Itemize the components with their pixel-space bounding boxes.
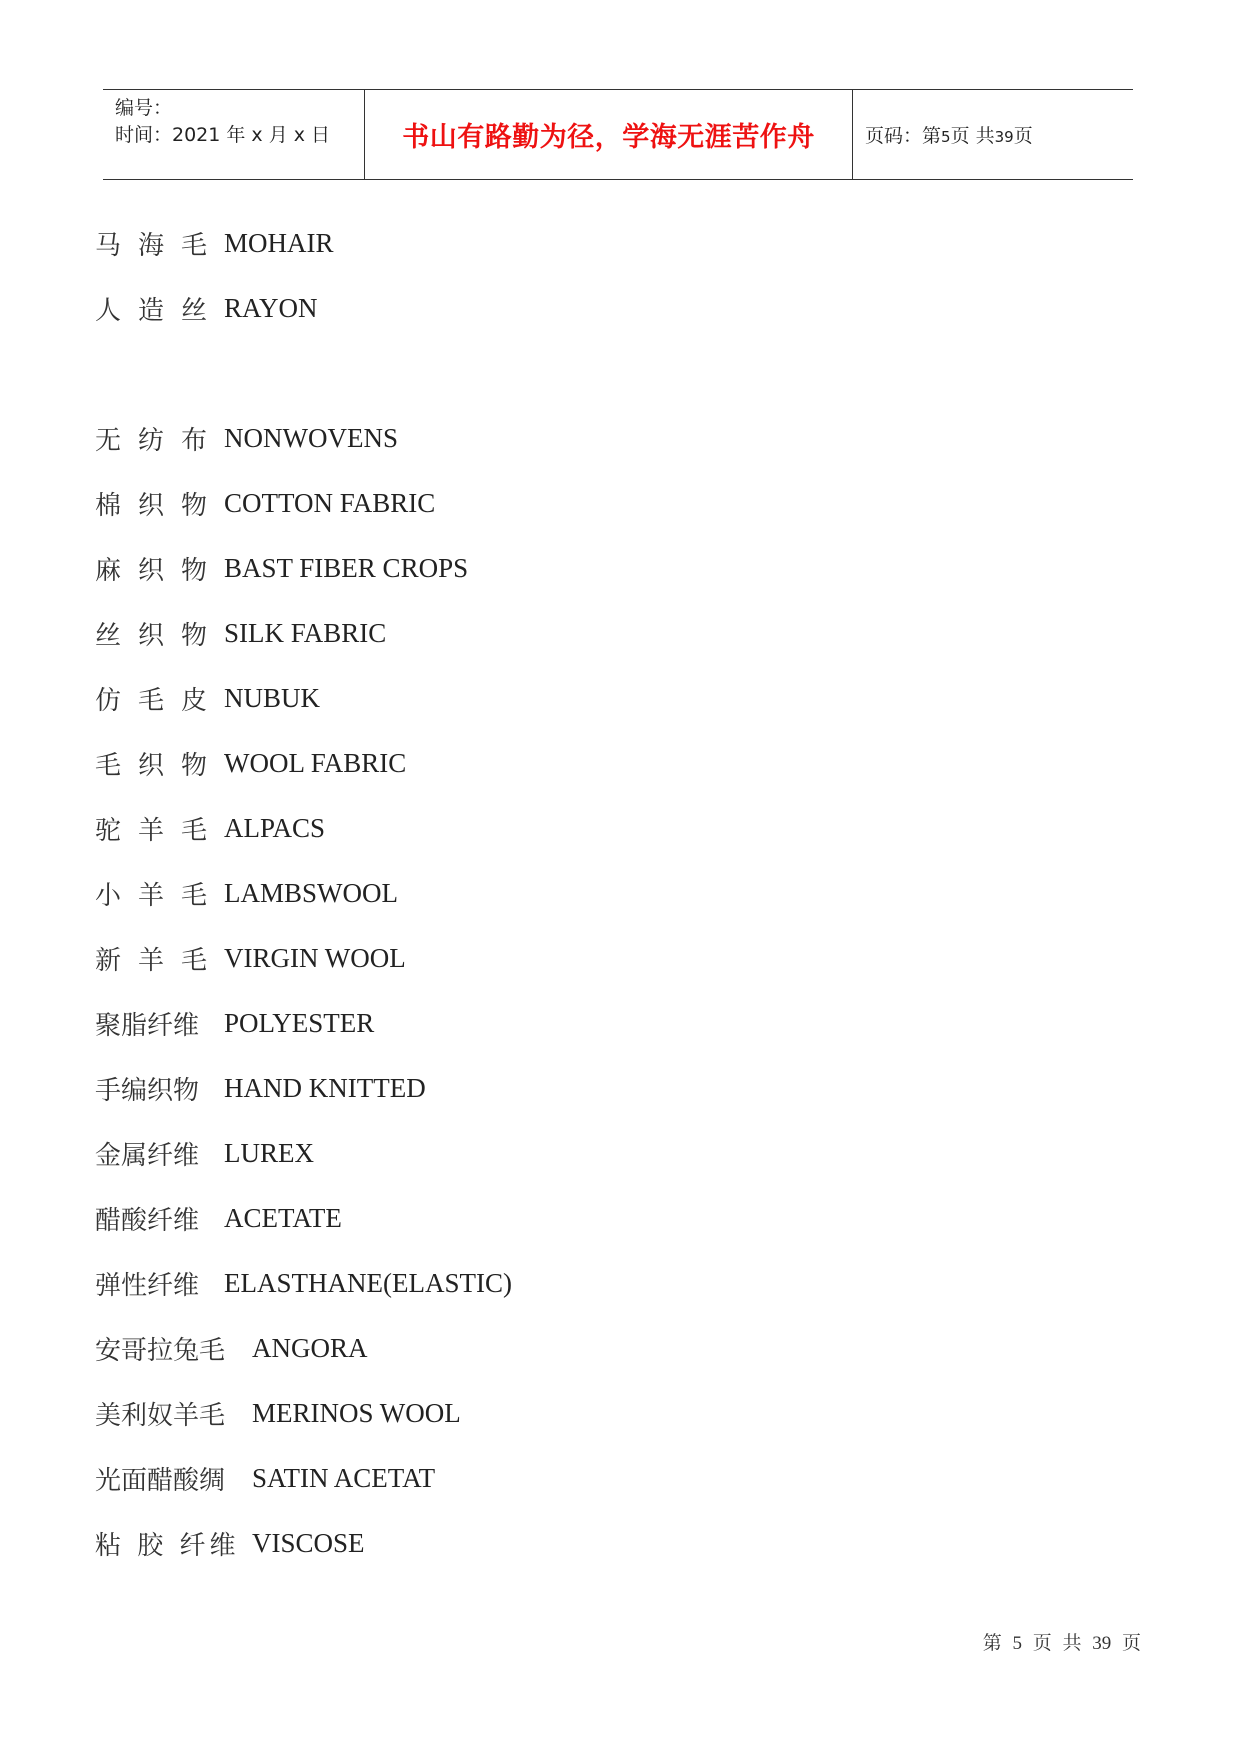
glossary-entry: [95, 1263, 512, 1303]
term-english: HAND KNITTED: [224, 1072, 426, 1103]
page-label-prefix: 页码：第: [865, 125, 942, 147]
term-chinese: 马海毛: [95, 230, 225, 261]
term-english: VIRGIN WOOL: [224, 942, 406, 973]
term-chinese: 驼羊毛: [95, 815, 225, 846]
motto-text: 书山有路勤为径，学海无涯苦作舟: [402, 122, 815, 153]
page-label-middle: 页 共: [950, 125, 995, 147]
glossary-entry: [95, 873, 398, 913]
term-chinese: 美利奴羊毛: [95, 1400, 226, 1431]
glossary-entry: [95, 223, 334, 263]
term-chinese: 粘 胶 纤维: [95, 1530, 240, 1561]
glossary-entry: [95, 808, 325, 848]
glossary-entry: [95, 743, 406, 783]
page-total: 39: [994, 128, 1014, 146]
term-english: ANGORA: [252, 1332, 368, 1363]
term-english: NUBUK: [224, 682, 321, 713]
term-chinese: 手编织物: [95, 1075, 200, 1106]
term-chinese: 麻织物: [95, 555, 225, 586]
term-chinese: 小羊毛: [95, 880, 225, 911]
term-english: LAMBSWOOL: [224, 877, 399, 908]
term-chinese: 光面醋酸绸: [95, 1465, 226, 1496]
term-english: BAST FIBER CROPS: [224, 552, 469, 583]
term-chinese: 丝织物: [95, 620, 225, 651]
term-english: VISCOSE: [252, 1527, 365, 1558]
term-english: RAYON: [224, 292, 318, 323]
term-chinese: 毛织物: [95, 750, 225, 781]
term-english: NONWOVENS: [224, 422, 398, 453]
term-chinese: 新羊毛: [95, 945, 225, 976]
glossary-entry: [95, 483, 435, 523]
term-english: MERINOS WOOL: [252, 1397, 461, 1428]
glossary-entry: [95, 1068, 426, 1108]
term-english: SILK FABRIC: [224, 617, 387, 648]
serial-number-label: 编号：: [115, 97, 173, 119]
glossary-entry: [95, 678, 320, 718]
term-chinese: 安哥拉兔毛: [95, 1335, 226, 1366]
term-chinese: 醋酸纤维: [95, 1205, 200, 1236]
glossary-entry: [95, 1328, 368, 1368]
page-footer: 第 5 页 共 39 页: [982, 1633, 1141, 1654]
term-english: ACETATE: [224, 1202, 342, 1233]
page-label-suffix: 页: [1013, 125, 1033, 147]
term-english: SATIN ACETAT: [252, 1462, 436, 1493]
term-english: ELASTHANE(ELASTIC): [224, 1267, 512, 1298]
term-chinese: 聚脂纤维: [95, 1010, 200, 1041]
glossary-entry: [95, 613, 386, 653]
term-chinese: 无纺布: [95, 425, 225, 456]
term-chinese: 仿毛皮: [95, 685, 225, 716]
glossary-entry: [95, 1393, 461, 1433]
page-current: 5: [941, 128, 951, 146]
glossary-entry: [95, 418, 398, 458]
glossary-entry: [95, 1133, 314, 1173]
term-chinese: 棉织物: [95, 490, 225, 521]
term-chinese: 金属纤维: [95, 1140, 200, 1171]
time-label: 时间：2021 年 x 月 x 日: [115, 124, 331, 146]
glossary-entry: [95, 1523, 365, 1563]
glossary-list: [95, 0, 1095, 1754]
term-english: LUREX: [224, 1137, 314, 1168]
term-chinese: 人造丝: [95, 295, 225, 326]
term-english: WOOL FABRIC: [224, 747, 407, 778]
term-english: ALPACS: [224, 812, 326, 843]
term-english: MOHAIR: [224, 227, 334, 258]
glossary-entry: [95, 288, 318, 328]
term-english: POLYESTER: [224, 1007, 375, 1038]
glossary-entry: [95, 1198, 342, 1238]
term-chinese: 弹性纤维: [95, 1270, 200, 1301]
term-english: COTTON FABRIC: [224, 487, 436, 518]
glossary-entry: [95, 548, 468, 588]
glossary-entry: [95, 938, 406, 978]
glossary-entry: [95, 1003, 374, 1043]
glossary-entry: [95, 1458, 435, 1498]
